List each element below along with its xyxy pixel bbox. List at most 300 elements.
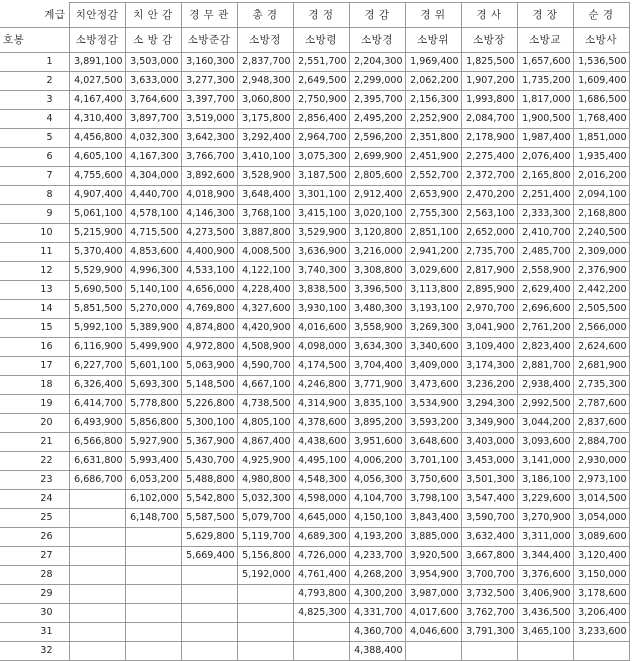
salary-cell: 2,470,200 (461, 186, 517, 205)
salary-cell: 2,495,200 (349, 110, 405, 129)
salary-cell: 4,314,900 (293, 395, 349, 414)
police-rank-header: 경 무 관 (181, 3, 237, 28)
table-row (0, 262, 629, 281)
salary-cell: 1,851,000 (573, 129, 629, 148)
salary-cell: 5,300,100 (181, 414, 237, 433)
step-number: 14 (0, 300, 69, 319)
salary-cell (125, 547, 181, 566)
salary-cell: 5,063,900 (181, 357, 237, 376)
salary-cell: 3,308,800 (349, 262, 405, 281)
salary-cell: 4,925,900 (237, 452, 293, 471)
salary-cell: 3,160,300 (181, 53, 237, 72)
salary-cell: 4,440,700 (125, 186, 181, 205)
table-row (0, 585, 629, 604)
salary-cell: 3,954,900 (405, 566, 461, 585)
police-rank-header: 경 감 (349, 3, 405, 28)
salary-cell: 4,667,100 (237, 376, 293, 395)
table-row (0, 357, 629, 376)
table-row (0, 547, 629, 566)
police-rank-header: 경 정 (293, 3, 349, 28)
salary-cell: 3,410,100 (237, 148, 293, 167)
salary-cell: 4,590,700 (237, 357, 293, 376)
salary-cell: 4,755,600 (69, 167, 125, 186)
salary-cell: 2,973,100 (573, 471, 629, 490)
salary-cell: 3,216,000 (349, 243, 405, 262)
salary-cell (237, 585, 293, 604)
salary-cell: 3,020,100 (349, 205, 405, 224)
salary-cell: 1,993,800 (461, 91, 517, 110)
table-row (0, 300, 629, 319)
salary-cell: 2,156,300 (405, 91, 461, 110)
salary-cell: 2,333,300 (517, 205, 573, 224)
salary-cell: 5,690,500 (69, 281, 125, 300)
salary-cell: 3,892,600 (181, 167, 237, 186)
salary-cell: 4,167,300 (125, 148, 181, 167)
salary-cell: 3,396,500 (349, 281, 405, 300)
salary-cell (181, 566, 237, 585)
table-row (0, 338, 629, 357)
step-label: 호봉 (0, 28, 69, 53)
salary-cell: 2,735,300 (573, 376, 629, 395)
salary-cell (69, 623, 125, 642)
police-rank-header: 경 사 (461, 3, 517, 28)
salary-cell: 3,403,000 (461, 433, 517, 452)
salary-cell: 4,980,800 (237, 471, 293, 490)
salary-cell: 2,884,700 (573, 433, 629, 452)
fire-rank-header: 소방교 (517, 28, 573, 53)
fire-rank-header-row (0, 28, 629, 53)
salary-cell: 3,236,200 (461, 376, 517, 395)
salary-cell: 5,601,100 (125, 357, 181, 376)
salary-cell: 5,669,400 (181, 547, 237, 566)
salary-cell: 4,027,500 (69, 72, 125, 91)
salary-cell: 5,389,900 (125, 319, 181, 338)
salary-cell: 2,837,600 (573, 414, 629, 433)
salary-cell: 1,609,400 (573, 72, 629, 91)
salary-cell: 3,014,500 (573, 490, 629, 509)
salary-cell: 2,178,900 (461, 129, 517, 148)
fire-rank-header: 소방사 (573, 28, 629, 53)
salary-cell: 5,587,500 (181, 509, 237, 528)
salary-cell: 3,150,000 (573, 566, 629, 585)
salary-cell: 4,388,400 (349, 642, 405, 661)
salary-cell: 1,969,400 (405, 53, 461, 72)
salary-cell: 5,061,100 (69, 205, 125, 224)
salary-cell: 4,008,500 (237, 243, 293, 262)
salary-cell: 3,093,600 (517, 433, 573, 452)
salary-cell (237, 604, 293, 623)
salary-cell: 4,167,400 (69, 91, 125, 110)
salary-cell: 3,409,000 (405, 357, 461, 376)
salary-cell: 2,485,700 (517, 243, 573, 262)
salary-cell: 2,299,000 (349, 72, 405, 91)
salary-cell: 6,227,700 (69, 357, 125, 376)
salary-cell (69, 566, 125, 585)
salary-cell: 3,590,700 (461, 509, 517, 528)
salary-cell: 5,156,800 (237, 547, 293, 566)
salary-cell: 3,294,300 (461, 395, 517, 414)
salary-cell: 4,056,300 (349, 471, 405, 490)
fire-rank-header: 소방준감 (181, 28, 237, 53)
table-row (0, 433, 629, 452)
salary-cell: 3,269,300 (405, 319, 461, 338)
step-number: 3 (0, 91, 69, 110)
salary-cell: 3,120,800 (349, 224, 405, 243)
salary-cell (125, 642, 181, 661)
salary-cell: 3,764,600 (125, 91, 181, 110)
salary-cell: 3,648,400 (237, 186, 293, 205)
salary-cell: 2,094,100 (573, 186, 629, 205)
salary-cell: 2,653,900 (405, 186, 461, 205)
salary-cell: 6,102,000 (125, 490, 181, 509)
salary-cell: 2,938,400 (517, 376, 573, 395)
salary-cell: 4,046,600 (405, 623, 461, 642)
salary-cell (69, 585, 125, 604)
salary-cell: 3,311,000 (517, 528, 573, 547)
salary-cell (237, 623, 293, 642)
table-row (0, 528, 629, 547)
salary-cell: 4,360,700 (349, 623, 405, 642)
salary-cell: 5,856,800 (125, 414, 181, 433)
salary-cell: 6,686,700 (69, 471, 125, 490)
salary-cell: 4,438,600 (293, 433, 349, 452)
salary-cell: 4,273,500 (181, 224, 237, 243)
salary-cell: 4,331,700 (349, 604, 405, 623)
salary-cell (461, 642, 517, 661)
step-number: 28 (0, 566, 69, 585)
salary-cell: 5,032,300 (237, 490, 293, 509)
salary-cell: 4,006,200 (349, 452, 405, 471)
salary-cell: 4,689,300 (293, 528, 349, 547)
salary-cell: 3,029,600 (405, 262, 461, 281)
salary-cell: 2,881,700 (517, 357, 573, 376)
table-row (0, 452, 629, 471)
salary-cell: 5,226,800 (181, 395, 237, 414)
table-row (0, 471, 629, 490)
salary-cell: 3,843,400 (405, 509, 461, 528)
salary-cell: 3,593,200 (405, 414, 461, 433)
salary-cell: 2,551,700 (293, 53, 349, 72)
salary-cell: 4,508,900 (237, 338, 293, 357)
salary-cell: 5,542,800 (181, 490, 237, 509)
salary-cell: 3,270,900 (517, 509, 573, 528)
salary-cell: 4,017,600 (405, 604, 461, 623)
salary-cell: 3,465,100 (517, 623, 573, 642)
salary-cell (125, 604, 181, 623)
salary-cell: 4,122,100 (237, 262, 293, 281)
table-row (0, 281, 629, 300)
salary-cell: 2,240,500 (573, 224, 629, 243)
salary-cell: 2,451,900 (405, 148, 461, 167)
table-row (0, 148, 629, 167)
salary-cell: 4,907,400 (69, 186, 125, 205)
salary-cell: 2,395,700 (349, 91, 405, 110)
salary-cell: 5,119,700 (237, 528, 293, 547)
salary-cell: 2,755,300 (405, 205, 461, 224)
salary-cell: 1,657,600 (517, 53, 573, 72)
salary-cell: 4,150,100 (349, 509, 405, 528)
step-number: 27 (0, 547, 69, 566)
salary-cell: 2,505,500 (573, 300, 629, 319)
salary-cell: 3,089,600 (573, 528, 629, 547)
salary-cell: 2,165,800 (517, 167, 573, 186)
salary-cell: 3,174,300 (461, 357, 517, 376)
salary-cell: 3,667,800 (461, 547, 517, 566)
salary-cell: 4,300,200 (349, 585, 405, 604)
salary-cell (573, 642, 629, 661)
salary-cell: 2,851,100 (405, 224, 461, 243)
salary-cell: 3,768,100 (237, 205, 293, 224)
police-rank-header: 경 장 (517, 3, 573, 28)
step-number: 29 (0, 585, 69, 604)
fire-rank-header: 소방령 (293, 28, 349, 53)
salary-cell: 4,400,900 (181, 243, 237, 262)
salary-cell: 1,900,500 (517, 110, 573, 129)
salary-cell: 3,798,100 (405, 490, 461, 509)
salary-cell: 2,062,200 (405, 72, 461, 91)
salary-cell: 3,771,900 (349, 376, 405, 395)
salary-cell: 1,935,400 (573, 148, 629, 167)
salary-cell: 4,656,000 (181, 281, 237, 300)
salary-cell: 3,750,600 (405, 471, 461, 490)
salary-cell: 4,867,400 (237, 433, 293, 452)
salary-cell: 2,837,700 (237, 53, 293, 72)
salary-cell: 2,681,900 (573, 357, 629, 376)
fire-rank-header: 소방정감 (69, 28, 125, 53)
salary-cell: 3,473,600 (405, 376, 461, 395)
salary-cell: 3,187,500 (293, 167, 349, 186)
step-number: 13 (0, 281, 69, 300)
salary-cell: 1,735,200 (517, 72, 573, 91)
salary-cell: 3,060,800 (237, 91, 293, 110)
salary-cell: 4,420,900 (237, 319, 293, 338)
salary-cell: 3,277,300 (181, 72, 237, 91)
salary-cell: 4,761,400 (293, 566, 349, 585)
salary-cell: 4,495,100 (293, 452, 349, 471)
salary-cell: 2,823,400 (517, 338, 573, 357)
table-row (0, 186, 629, 205)
salary-cell: 3,054,000 (573, 509, 629, 528)
step-number: 8 (0, 186, 69, 205)
salary-cell: 3,920,500 (405, 547, 461, 566)
salary-cell: 4,793,800 (293, 585, 349, 604)
step-number: 10 (0, 224, 69, 243)
salary-cell: 1,817,000 (517, 91, 573, 110)
salary-cell: 3,951,600 (349, 433, 405, 452)
table-row (0, 490, 629, 509)
salary-cell: 4,972,800 (181, 338, 237, 357)
fire-rank-header: 소 방 감 (125, 28, 181, 53)
salary-cell: 3,529,900 (293, 224, 349, 243)
salary-cell: 3,349,900 (461, 414, 517, 433)
salary-cell (69, 547, 125, 566)
step-number: 25 (0, 509, 69, 528)
salary-cell: 5,778,800 (125, 395, 181, 414)
salary-cell: 6,053,200 (125, 471, 181, 490)
salary-cell: 4,645,000 (293, 509, 349, 528)
salary-cell: 2,558,900 (517, 262, 573, 281)
salary-cell: 3,930,100 (293, 300, 349, 319)
salary-cell: 3,406,900 (517, 585, 573, 604)
salary-cell: 3,340,600 (405, 338, 461, 357)
salary-cell: 5,192,000 (237, 566, 293, 585)
salary-cell (237, 642, 293, 661)
fire-rank-header: 소방정 (237, 28, 293, 53)
salary-cell: 2,992,500 (517, 395, 573, 414)
salary-cell: 3,178,600 (573, 585, 629, 604)
salary-cell: 1,907,200 (461, 72, 517, 91)
salary-cell: 2,624,600 (573, 338, 629, 357)
fire-rank-header: 소방장 (461, 28, 517, 53)
salary-cell: 6,566,800 (69, 433, 125, 452)
police-rank-header: 순 경 (573, 3, 629, 28)
salary-cell: 1,536,500 (573, 53, 629, 72)
salary-cell: 2,275,400 (461, 148, 517, 167)
step-number: 31 (0, 623, 69, 642)
salary-cell: 2,076,400 (517, 148, 573, 167)
salary-cell: 2,941,200 (405, 243, 461, 262)
salary-cell: 3,206,400 (573, 604, 629, 623)
salary-cell: 3,175,800 (237, 110, 293, 129)
salary-cell: 5,148,500 (181, 376, 237, 395)
salary-cell: 2,442,200 (573, 281, 629, 300)
salary-cell: 1,768,400 (573, 110, 629, 129)
salary-cell: 3,044,200 (517, 414, 573, 433)
salary-cell (181, 642, 237, 661)
salary-cell: 4,268,200 (349, 566, 405, 585)
salary-cell: 4,228,400 (237, 281, 293, 300)
salary-cell: 2,309,000 (573, 243, 629, 262)
salary-cell: 3,636,900 (293, 243, 349, 262)
salary-cell: 3,503,000 (125, 53, 181, 72)
step-number: 18 (0, 376, 69, 395)
salary-cell: 6,116,900 (69, 338, 125, 357)
salary-cell: 2,805,600 (349, 167, 405, 186)
police-rank-header: 치안정감 (69, 3, 125, 28)
salary-cell: 4,726,000 (293, 547, 349, 566)
table-row (0, 566, 629, 585)
salary-cell: 3,766,700 (181, 148, 237, 167)
salary-cell: 3,887,800 (237, 224, 293, 243)
salary-cell: 4,769,800 (181, 300, 237, 319)
salary-cell: 2,750,900 (293, 91, 349, 110)
salary-cell: 3,701,100 (405, 452, 461, 471)
step-number: 5 (0, 129, 69, 148)
salary-cell: 2,895,900 (461, 281, 517, 300)
salary-cell: 4,548,300 (293, 471, 349, 490)
salary-cell: 3,835,100 (349, 395, 405, 414)
salary-cell: 6,326,400 (69, 376, 125, 395)
salary-cell: 4,378,600 (293, 414, 349, 433)
salary-cell: 3,838,500 (293, 281, 349, 300)
salary-cell: 3,791,300 (461, 623, 517, 642)
salary-cell: 5,927,900 (125, 433, 181, 452)
table-row (0, 110, 629, 129)
salary-cell: 4,715,500 (125, 224, 181, 243)
salary-cell: 2,649,500 (293, 72, 349, 91)
salary-cell: 4,246,800 (293, 376, 349, 395)
salary-cell (69, 528, 125, 547)
salary-cell: 3,891,100 (69, 53, 125, 72)
police-rank-header: 치 안 감 (125, 3, 181, 28)
salary-cell: 4,104,700 (349, 490, 405, 509)
salary-cell (125, 623, 181, 642)
salary-cell: 3,762,700 (461, 604, 517, 623)
salary-cell (293, 623, 349, 642)
salary-cell: 3,186,100 (517, 471, 573, 490)
salary-cell: 3,041,900 (461, 319, 517, 338)
salary-cell: 3,292,400 (237, 129, 293, 148)
salary-cell: 3,740,300 (293, 262, 349, 281)
step-number: 2 (0, 72, 69, 91)
salary-cell: 2,970,700 (461, 300, 517, 319)
salary-cell: 3,519,000 (181, 110, 237, 129)
salary-cell: 2,596,200 (349, 129, 405, 148)
step-number: 20 (0, 414, 69, 433)
salary-cell: 2,930,000 (573, 452, 629, 471)
salary-cell: 3,141,000 (517, 452, 573, 471)
salary-cell: 3,534,900 (405, 395, 461, 414)
salary-cell: 2,699,900 (349, 148, 405, 167)
fire-rank-header: 소방위 (405, 28, 461, 53)
salary-cell: 4,098,000 (293, 338, 349, 357)
salary-cell (181, 623, 237, 642)
salary-cell: 2,629,400 (517, 281, 573, 300)
step-number: 17 (0, 357, 69, 376)
table-row (0, 623, 629, 642)
salary-cell: 2,787,600 (573, 395, 629, 414)
police-rank-header: 경 위 (405, 3, 461, 28)
salary-cell: 5,499,900 (125, 338, 181, 357)
salary-cell: 2,761,200 (517, 319, 573, 338)
salary-cell: 4,032,300 (125, 129, 181, 148)
salary-cell: 2,168,800 (573, 205, 629, 224)
salary-cell: 4,874,800 (181, 319, 237, 338)
salary-cell: 4,018,900 (181, 186, 237, 205)
step-number: 1 (0, 53, 69, 72)
salary-cell: 2,204,300 (349, 53, 405, 72)
salary-cell: 2,016,200 (573, 167, 629, 186)
salary-cell: 4,327,600 (237, 300, 293, 319)
salary-cell: 4,310,400 (69, 110, 125, 129)
salary-cell: 2,372,700 (461, 167, 517, 186)
salary-cell: 2,563,100 (461, 205, 517, 224)
salary-cell: 6,148,700 (125, 509, 181, 528)
table-row (0, 604, 629, 623)
salary-cell: 4,016,600 (293, 319, 349, 338)
salary-cell: 3,700,700 (461, 566, 517, 585)
salary-cell: 2,948,300 (237, 72, 293, 91)
salary-cell: 6,493,900 (69, 414, 125, 433)
police-rank-header: 총 경 (237, 3, 293, 28)
salary-cell: 3,376,600 (517, 566, 573, 585)
salary-cell (69, 642, 125, 661)
table-row (0, 205, 629, 224)
salary-cell: 3,453,000 (461, 452, 517, 471)
table-row (0, 53, 629, 72)
step-number: 9 (0, 205, 69, 224)
salary-cell: 3,344,400 (517, 547, 573, 566)
salary-cell: 2,912,400 (349, 186, 405, 205)
salary-cell: 4,193,200 (349, 528, 405, 547)
salary-cell: 5,851,500 (69, 300, 125, 319)
table-row (0, 167, 629, 186)
salary-cell: 4,233,700 (349, 547, 405, 566)
salary-cell: 3,301,100 (293, 186, 349, 205)
step-number: 7 (0, 167, 69, 186)
salary-cell: 3,547,400 (461, 490, 517, 509)
salary-cell: 6,631,800 (69, 452, 125, 471)
